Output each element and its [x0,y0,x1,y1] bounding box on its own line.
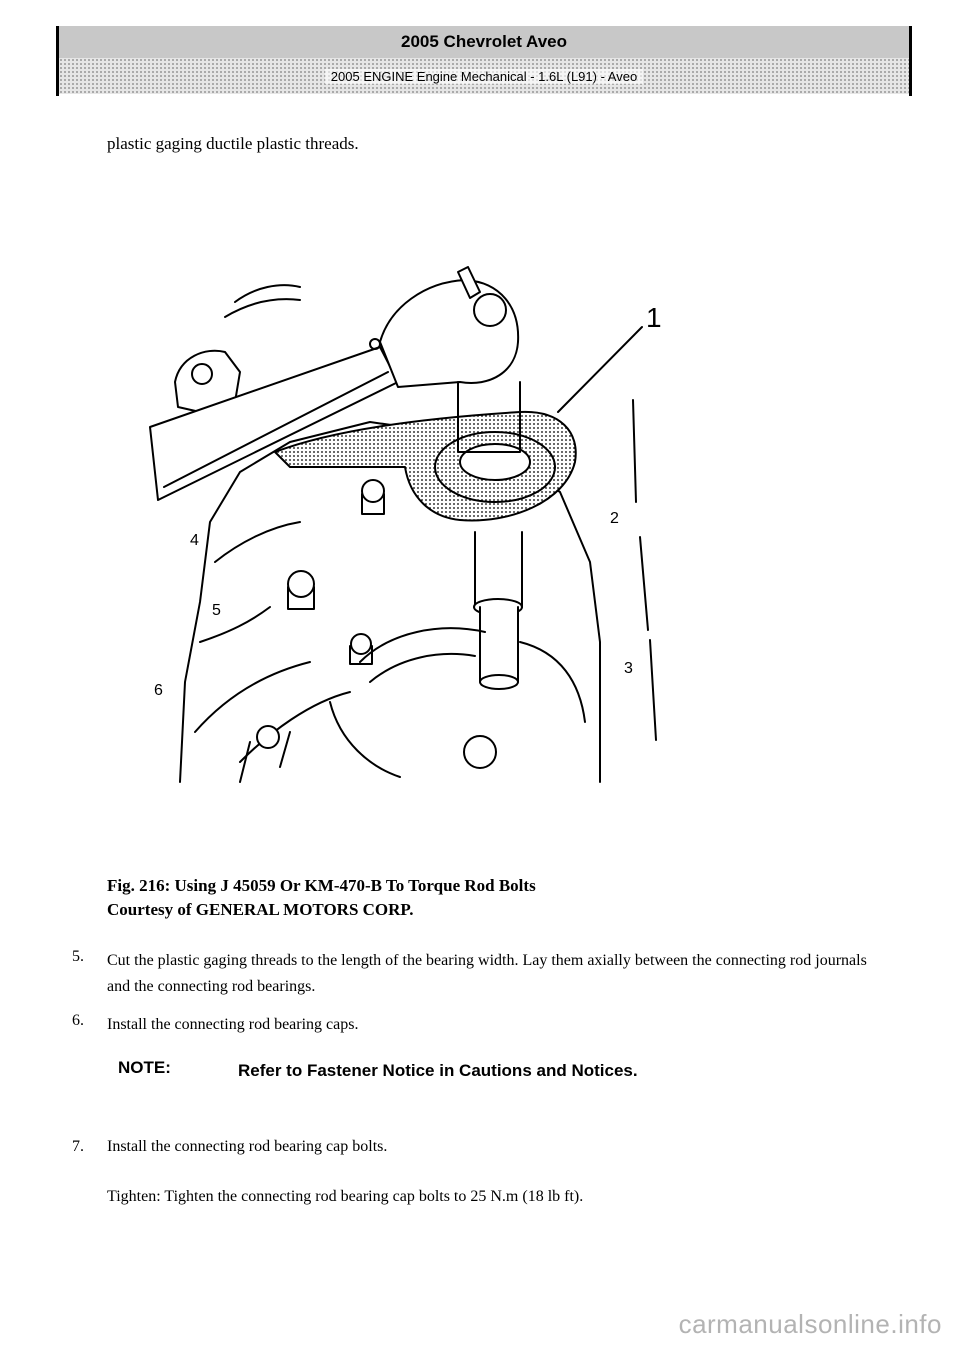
figure-caption [107,874,536,922]
caption-line-1: Fig. 216: Using J 45059 Or KM-470-B To Torque Rod Bolts [107,876,536,895]
step-text: Cut the plastic gaging threads to the length of the bearing width. Lay them axially between the connecting rod journals and the connecting rod bearings. [107,952,867,995]
step-number: 5. [72,948,84,965]
figure-callout-6: 6 [154,682,163,699]
step-item [72,1012,872,1038]
header-subtitle-bar [59,58,909,94]
figure-callout-4: 4 [190,532,199,549]
figure-callout-3: 3 [624,660,633,677]
header-subtitle: 2005 ENGINE Engine Mechanical - 1.6L (L91) - Aveo [325,69,643,84]
step-number: 6. [72,1012,84,1029]
step-item [72,1138,387,1156]
figure-callout-2: 2 [610,510,619,527]
tighten-instruction: Tighten: Tighten the connecting rod bearing cap bolts to 25 N.m (18 lb ft). [107,1188,584,1205]
document-header [56,26,912,96]
step-text: Install the connecting rod bearing cap bolts. [107,1138,388,1155]
caption-line-2: Courtesy of GENERAL MOTORS CORP. [107,900,414,919]
figure-callout-5: 5 [212,602,221,619]
step-number: 7. [72,1138,84,1155]
header-title: 2005 Chevrolet Aveo [59,26,909,58]
figure-callout-1: 1 [646,302,662,333]
site-watermark: carmanualsonline.info [678,1309,942,1339]
note-box [118,1058,708,1084]
step-text: Install the connecting rod bearing caps. [107,1016,359,1033]
figure-torque-rod-bolts [140,262,700,784]
intro-text: plastic gaging ductile plastic threads. [107,134,359,153]
step-item [72,948,872,1000]
step-list [72,948,872,1050]
note-label: NOTE: [118,1058,171,1077]
note-text: Refer to Fastener Notice in Cautions and Notices. [238,1061,638,1080]
